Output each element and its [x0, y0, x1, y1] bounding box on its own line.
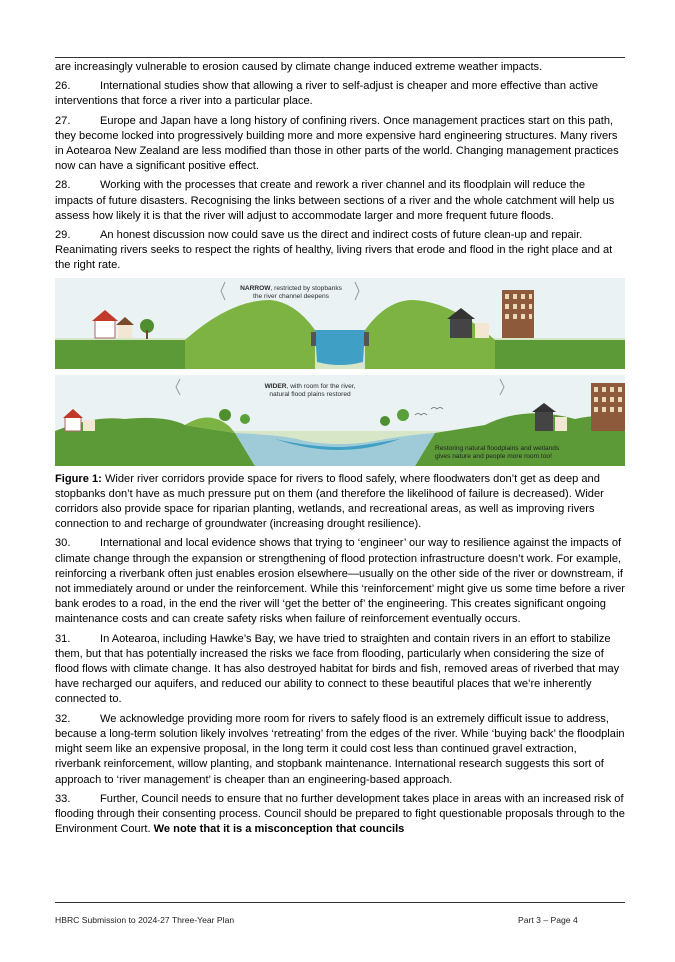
caption-label: Figure 1: [55, 472, 102, 485]
paragraph-27 [55, 114, 625, 175]
paragraph-number: 28. [55, 179, 71, 192]
caption-text: Wider river corridors provide space for rivers to flood safely, where floodwaters don’t get as deep and stopbanks don’t have as much pressure put on them (and therefore the likelihood of failure is decreased). Wider corridors also provide space for riparian planting, wetlands, and recreational areas, as well as improving rivers connection to and recharge of groundwater (increasing drought resilience). [55, 472, 604, 531]
note-line2: gives nature and people more room too! [435, 452, 552, 460]
river-figure [55, 278, 625, 466]
header-rule [55, 57, 625, 58]
paragraph-26 [55, 79, 625, 109]
paragraph-text: We acknowledge providing more room for rivers to safely flood is an extremely difficult issue to address, because a long-term solution likely involves ‘retreating’ from the edges of the river. While ‘buying back’ the floodplain might seem like an expensive proposal, in the long term it could cost less than continued gravel extraction, riverbank reinforcement, willow planting, and stopbank maintenance. International research suggests this sort of approach to ‘river management’ is cheaper than an engineering-based approach. [55, 712, 625, 786]
paragraph-28 [55, 178, 625, 224]
paragraph-number: 26. [55, 80, 71, 93]
footer-document-title: HBRC Submission to 2024-27 Three-Year Plan [55, 915, 235, 925]
wider-river-panel [55, 375, 625, 466]
paragraph-text: Working with the processes that create and rework a river channel and its floodplain will reduce the impacts of future disasters. Recognising the links between sections of a river and the whole catchment will help us assess how likely it is that the river will adjust to accommodate larger and more frequent future floods. [55, 179, 615, 222]
floodplain-note [435, 445, 620, 461]
wider-label [250, 383, 370, 399]
paragraph-29 [55, 228, 625, 274]
paragraph-number: 31. [55, 632, 71, 645]
narrow-title: NARROW [240, 284, 271, 292]
paragraph-text: Europe and Japan have a long history of confining rivers. Once management practices start on this path, they become locked into progressively building more and more expensive hard engineering structures. Many rivers in Aotearoa New Zealand are less modified than those in other parts of the world. Changing management practices now can have a significant positive effect. [55, 114, 619, 173]
paragraph-text: International and local evidence shows that trying to ‘engineer’ our way to resilience against the impacts of climate change through the expansion or strengthening of flood protection infrastructure doesn’t work. For example, reinforcing a riverbank often just enables erosion elsewhere—usually on the other side of the river or downstream, if not immediately around or under the reinforcement. While this ‘reinforcement’ might give us some time before a river bank erodes to a road, in the end the river will ‘get the better of’ the engineering. This creates significant ongoing maintenance costs and can create safety risks when failure of reinforcement eventually occurs. [55, 537, 625, 626]
narrow-label [227, 285, 355, 301]
paragraph-text: An honest discussion now could save us the direct and indirect costs of future clean-up and repair. Reanimating rivers seeks to respect the rights of healthy, living rivers that erode and flood in the right place and at the right rate. [55, 229, 613, 272]
paragraph-bold-tail: We note that it is a misconception that councils [153, 823, 405, 836]
paragraph-number: 27. [55, 114, 71, 127]
wider-title: WIDER [264, 382, 287, 390]
paragraph-33 [55, 792, 625, 838]
footer-page-number: Part 3 – Page 4 [518, 915, 578, 925]
paragraph-text: Further, Council needs to ensure that no further development takes place in areas with an increased risk of flooding through their consenting process. Council should be prepared to fight questionable proposals through to the Environment Court. [55, 792, 625, 836]
document-body [55, 60, 625, 841]
wider-text: , with room for the river, [286, 382, 356, 390]
paragraph-text: In Aotearoa, including Hawke’s Bay, we have tried to straighten and contain rivers in an effort to stabilize them, but that has potentially increased the risks we face from flooding, particularly when considering the size of flood flows with climate change. It has also destroyed habitat for birds and fish, removed areas of riverbed that may have recharged our aquifers, and reduced our ability to connect to these beautiful places that we’re inherently connected to. [55, 632, 620, 706]
wider-line2: natural flood plains restored [269, 390, 351, 398]
paragraph-31 [55, 632, 625, 708]
paragraph-number: 29. [55, 229, 71, 242]
paragraph-number: 32. [55, 712, 71, 725]
continuation-paragraph: are increasingly vulnerable to erosion caused by climate change induced extreme weather impacts. [55, 61, 543, 73]
footer-rule [55, 902, 625, 903]
paragraph-number: 30. [55, 537, 71, 550]
paragraph-32 [55, 712, 625, 788]
paragraph-30 [55, 536, 625, 627]
narrow-text: , restricted by stopbanks [270, 284, 342, 292]
narrow-line2: the river channel deepens [253, 292, 329, 300]
paragraph-number: 33. [55, 792, 71, 805]
paragraph-text: International studies show that allowing a river to self-adjust is cheaper and more effective than active interventions that force a river into a particular place. [55, 80, 599, 108]
note-line1: Restoring natural floodplains and wetlands [435, 444, 560, 452]
narrow-river-panel [55, 278, 625, 369]
figure-caption [55, 472, 625, 533]
